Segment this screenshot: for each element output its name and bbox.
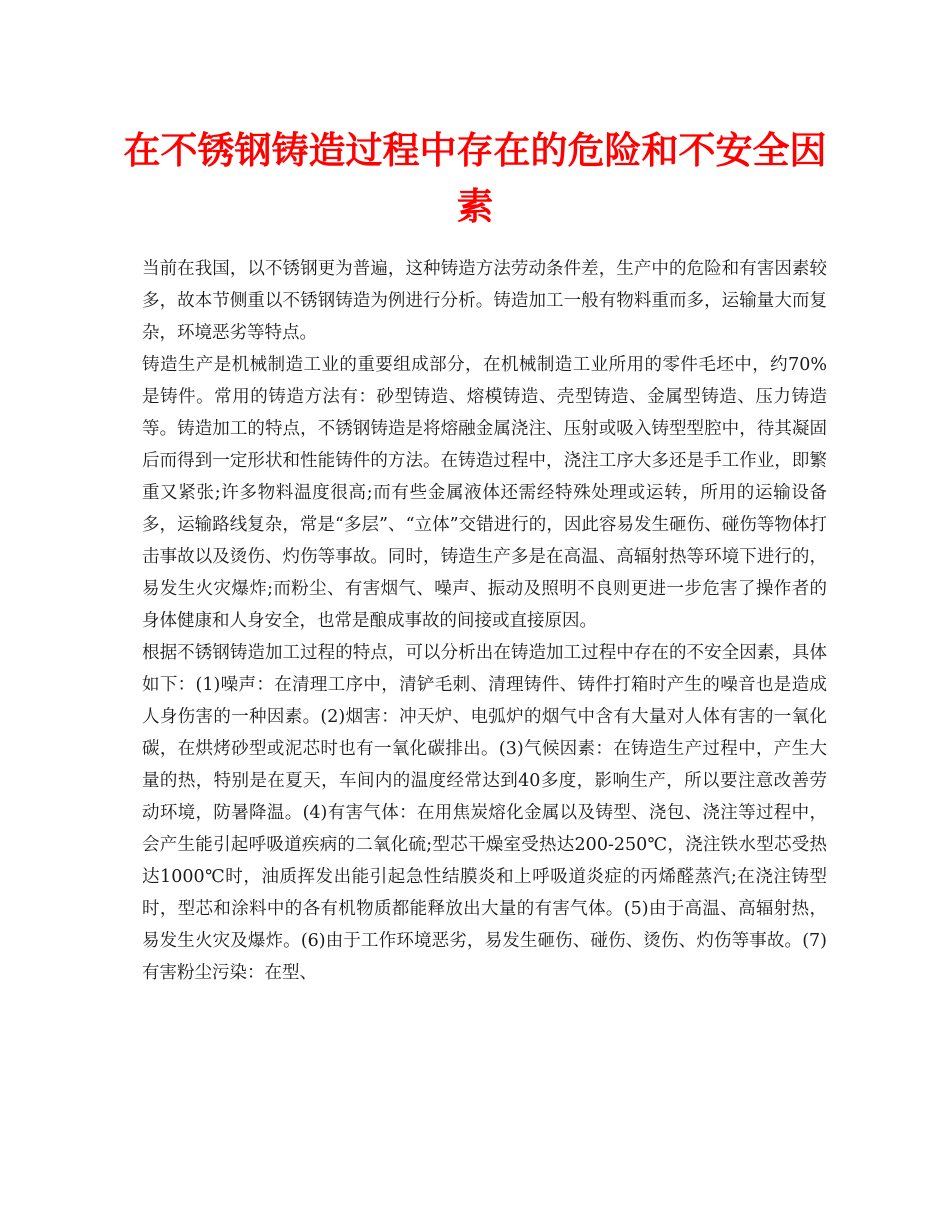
document-title: 在不锈钢铸造过程中存在的危险和不安全因素 (123, 128, 827, 228)
document-body (142, 253, 827, 989)
paragraph-intro: 当前在我国，以不锈钢更为普遍，这种铸造方法劳动条件差，生产中的危险和有害因素较多，故本节侧重以不锈钢铸造为例进行分析。铸造加工一般有物料重而多，运输量大而复杂，环境恶劣等特点。 (142, 259, 827, 343)
paragraph-unsafe-factors: 根据不锈钢铸造加工过程的特点，可以分析出在铸造加工过程中存在的不安全因素，具体如下：(1)噪声：在清理工序中，清铲毛刺、清理铸件、铸件打箱时产生的噪音也是造成人身伤害的一种因素。(2)烟害：冲天炉、电弧炉的烟气中含有大量对人体有害的一氧化碳，在烘烤砂型或泥芯时也有一氧化碳排出。(3)气候因素：在铸造生产过程中，产生大量的热，特别是在夏天，车间内的温度经常达到40多度，影响生产，所以要注意改善劳动环境，防暑降温。(4)有害气体：在用焦炭熔化金属以及铸型、浇包、浇注等过程中，会产生能引起呼吸道疾病的二氧化硫;型芯干燥室受热达200-250℃，浇注铁水型芯受热达1000℃时，油质挥发出能引起急性结膜炎和上呼吸道炎症的丙烯醛蒸汽;在浇注铸型时，型芯和涂料中的各有机物质都能释放出大量的有害气体。(5)由于高温、高辐射热，易发生火灾及爆炸。(6)由于工作环境恶劣，易发生砸伤、碰伤、烫伤、灼伤等事故。(7)有害粉尘污染：在型、 (142, 643, 827, 983)
paragraph-casting-overview: 铸造生产是机械制造工业的重要组成部分，在机械制造工业所用的零件毛坯中，约70%是铸件。常用的铸造方法有：砂型铸造、熔模铸造、壳型铸造、金属型铸造、压力铸造等。铸造加工的特点，不锈钢铸造是将熔融金属浇注、压射或吸入铸型型腔中，待其凝固后而得到一定形状和性能铸件的方法。在铸造过程中，浇注工序大多还是手工作业，即繁重又紧张;许多物料温度很高;而有些金属液体还需经特殊处理或运转，所用的运输设备多，运输路线复杂，常是“多层”、“立体”交错进行的，因此容易发生砸伤、碰伤等物体打击事故以及烫伤、灼伤等事故。同时，铸造生产多是在高温、高辐射热等环境下进行的，易发生火灾爆炸;而粉尘、有害烟气、噪声、振动及照明不良则更进一步危害了操作者的身体健康和人身安全，也常是酿成事故的间接或直接原因。 (142, 355, 827, 631)
